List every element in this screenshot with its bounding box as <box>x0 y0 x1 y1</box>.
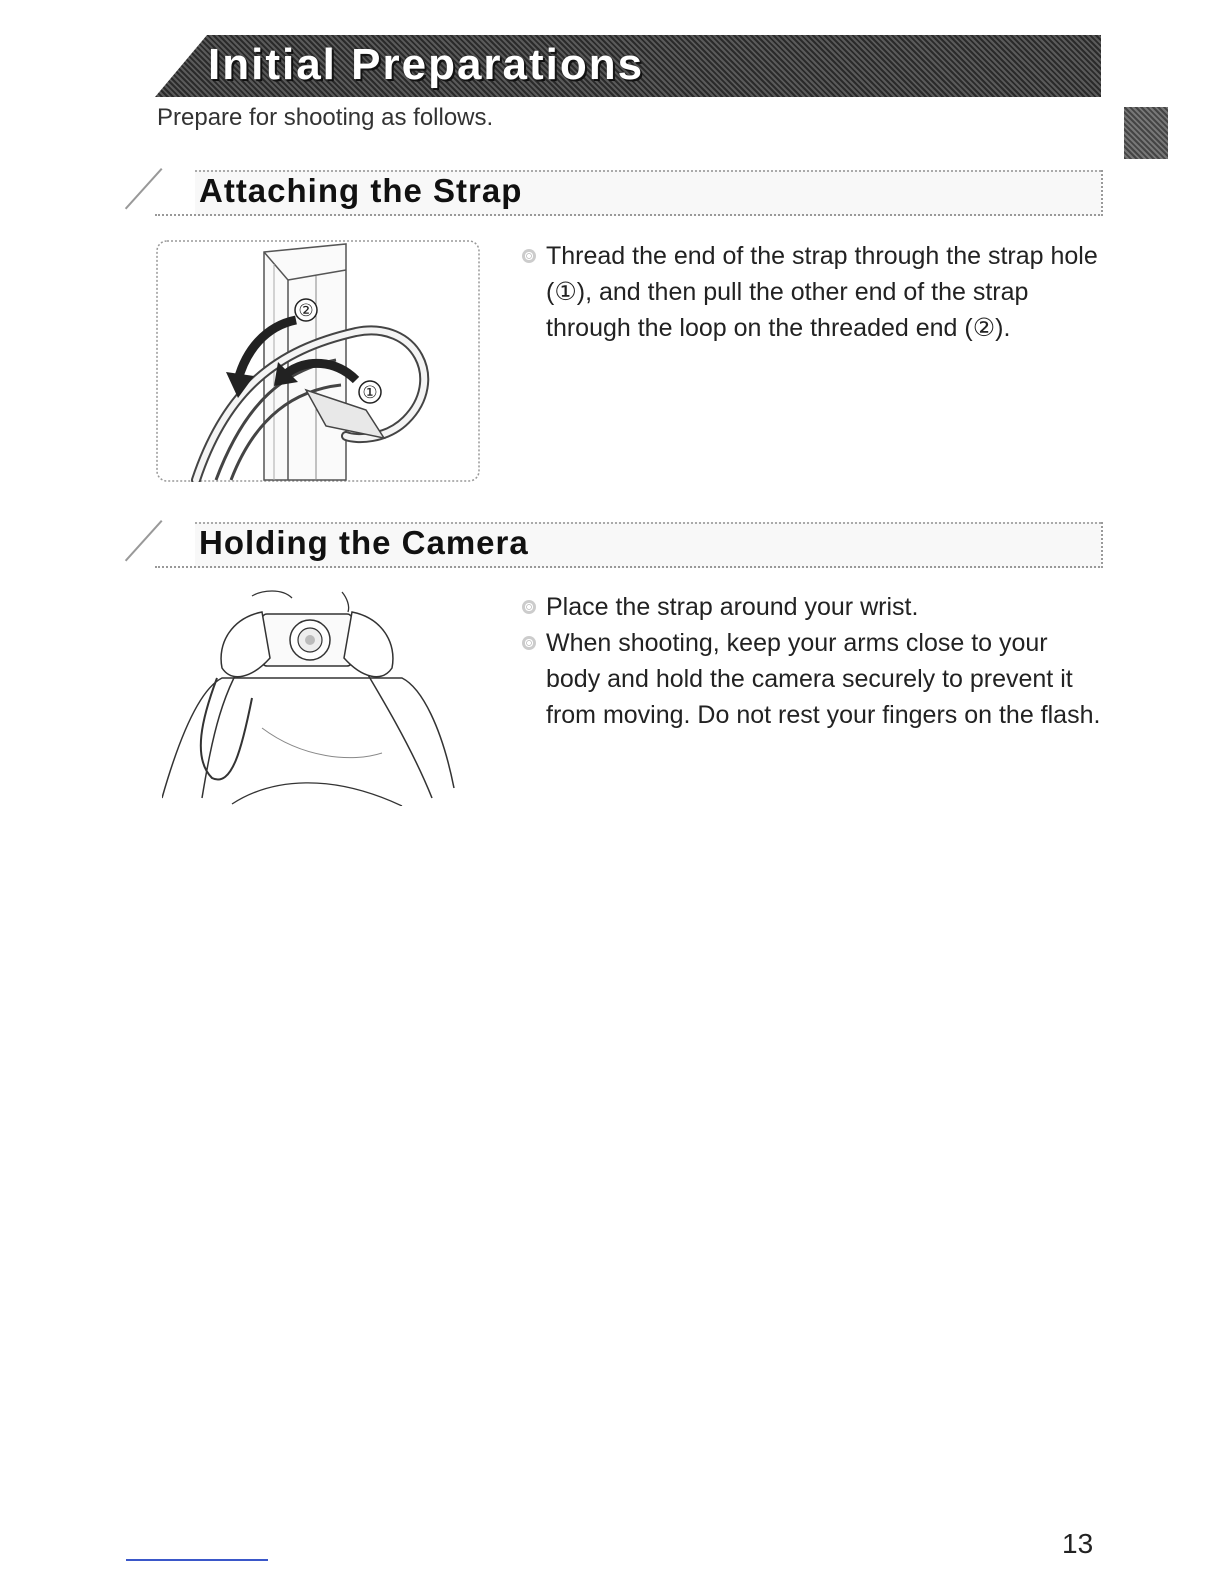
instruction-text: Thread the end of the strap through the strap hole (①), and then pull the other end of the strap through the loop on the threaded end (②). <box>546 242 1098 342</box>
list-item <box>520 625 1105 733</box>
header-slash-decoration <box>125 520 163 561</box>
holding-camera-illustration <box>162 588 462 806</box>
instruction-text: Place the strap around your wrist. <box>546 593 919 621</box>
page-title: Initial Preparations <box>208 40 645 89</box>
footer-rule <box>126 1559 268 1561</box>
section-header-strap <box>155 170 1103 216</box>
strap-instructions <box>520 238 1105 346</box>
instruction-text: When shooting, keep your arms close to your body and hold the camera securely to prevent it from moving. Do not rest your fingers on the flash. <box>546 629 1101 729</box>
figure-label-2: ② <box>298 301 314 321</box>
list-item <box>520 238 1105 346</box>
bullet-icon <box>522 249 536 263</box>
page-number: 13 <box>1062 1528 1094 1559</box>
intro-text: Prepare for shooting as follows. <box>157 104 494 131</box>
list-item <box>520 589 1105 625</box>
section-title: Holding the Camera <box>199 524 529 561</box>
header-slash-decoration <box>125 168 163 209</box>
bullet-icon <box>522 600 536 614</box>
chapter-tab-marker <box>1124 107 1168 159</box>
section-header-holding <box>155 522 1103 568</box>
bullet-icon <box>522 636 536 650</box>
holding-instructions <box>520 589 1105 733</box>
figure-label-1: ① <box>362 383 378 403</box>
strap-attachment-illustration <box>156 240 480 482</box>
section-title: Attaching the Strap <box>199 172 523 209</box>
